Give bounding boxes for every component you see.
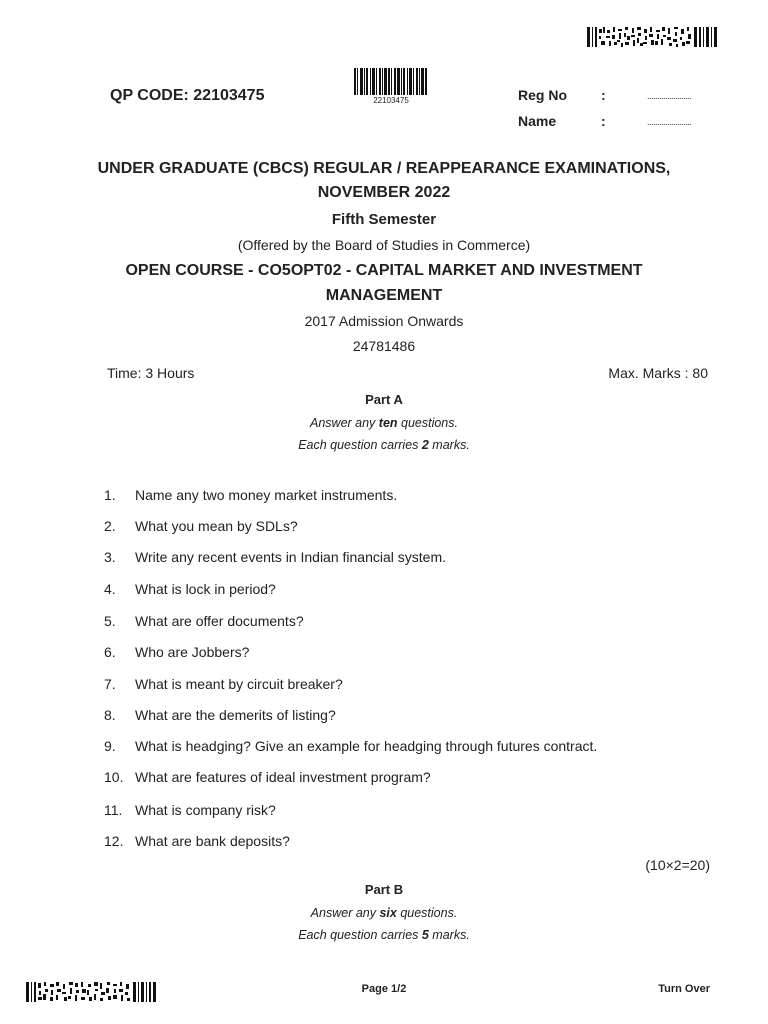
part-a-instruction-1: Answer any ten questions.	[310, 416, 458, 430]
question-text: Write any recent events in Indian financial system.	[135, 549, 447, 565]
name-label: Name	[518, 113, 557, 129]
admission: 2017 Admission Onwards	[304, 313, 464, 329]
question-number: 9.	[104, 738, 116, 754]
part-b-title: Part B	[364, 882, 404, 897]
semester: Fifth Semester	[331, 211, 437, 228]
question-text: Who are Jobbers?	[135, 644, 250, 660]
question-number: 4.	[104, 581, 116, 597]
exam-title-line1: UNDER GRADUATE (CBCS) REGULAR / REAPPEARANCE EXAMINATIONS,	[97, 160, 671, 177]
part-a-instruction-2: Each question carries 2 marks.	[298, 438, 470, 452]
page-number: Page 1/2	[361, 983, 407, 995]
question-number: 5.	[104, 613, 116, 629]
exam-time: Time: 3 Hours	[107, 365, 195, 381]
question-number: 2.	[104, 518, 116, 534]
question-number: 12.	[104, 833, 124, 849]
reg-no-label: Reg No	[518, 87, 567, 103]
part-b-instruction-2: Each question carries 5 marks.	[298, 928, 470, 942]
qp-code: QP CODE: 22103475	[110, 87, 265, 104]
exam-title-line2: NOVEMBER 2022	[317, 184, 451, 201]
max-marks: Max. Marks : 80	[608, 365, 708, 381]
question-text: What are offer documents?	[135, 613, 304, 629]
question-text: Name any two money market instruments.	[135, 487, 398, 503]
part-a-title: Part A	[365, 392, 403, 407]
question-number: 10.	[104, 769, 124, 785]
question-text: What are bank deposits?	[135, 833, 290, 849]
barcode-qp-code	[354, 68, 428, 95]
question-text: What you mean by SDLs?	[135, 518, 298, 534]
question-number: 6.	[104, 644, 116, 660]
name-colon: :	[601, 113, 606, 129]
question-text: What is company risk?	[135, 802, 276, 818]
reg-no-field: ......................	[647, 91, 692, 101]
course-title-line2: MANAGEMENT	[325, 287, 443, 304]
turn-over: Turn Over	[658, 983, 710, 995]
paper-code: 24781486	[352, 338, 416, 354]
question-text: What are the demerits of listing?	[135, 707, 336, 723]
question-number: 7.	[104, 676, 116, 692]
part-b-instruction-1: Answer any six questions.	[310, 906, 458, 920]
question-number: 3.	[104, 549, 116, 565]
part-a-mark-allocation: (10×2=20)	[645, 857, 710, 873]
question-number: 1.	[104, 487, 116, 503]
barcode-number: 22103475	[373, 96, 409, 105]
offered-by: (Offered by the Board of Studies in Commerce)	[237, 237, 531, 253]
barcode-top-right	[587, 27, 717, 47]
question-text: What are features of ideal investment program?	[135, 769, 431, 785]
course-title-line1: OPEN COURSE - CO5OPT02 - CAPITAL MARKET AND INVESTMENT	[125, 262, 643, 279]
question-text: What is lock in period?	[135, 581, 276, 597]
name-field: ......................	[647, 117, 692, 127]
question-text: What is headging? Give an example for headging through futures contract.	[135, 738, 598, 754]
question-number: 8.	[104, 707, 116, 723]
question-text: What is meant by circuit breaker?	[135, 676, 343, 692]
reg-no-colon: :	[601, 87, 606, 103]
question-number: 11.	[104, 802, 123, 818]
